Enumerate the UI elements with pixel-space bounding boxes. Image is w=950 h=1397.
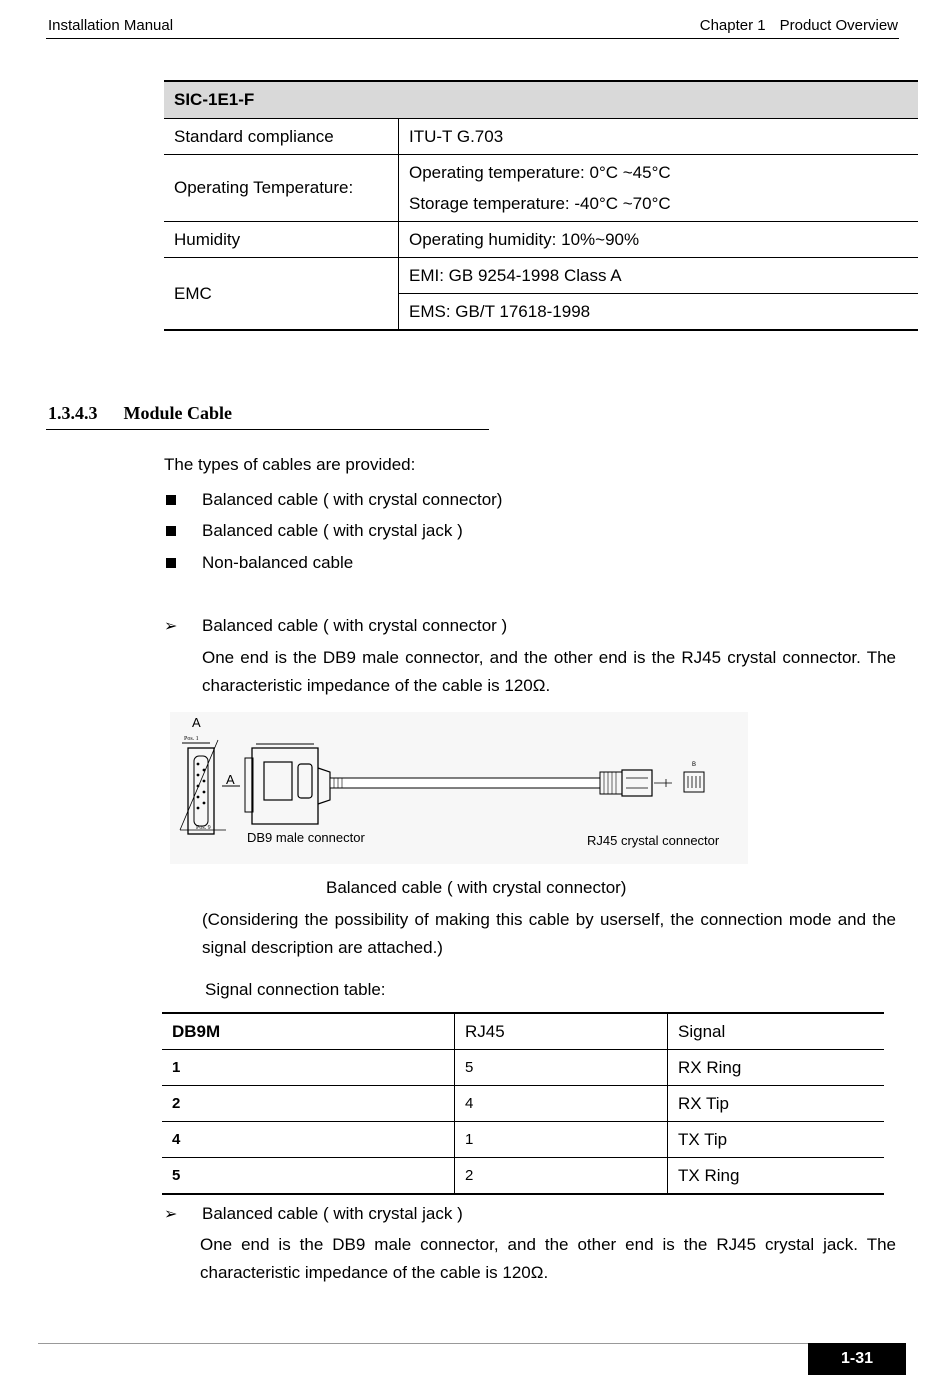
table-row <box>164 222 918 258</box>
column-header-signal: Signal <box>668 1013 885 1050</box>
section-rule <box>46 429 489 430</box>
spec-table <box>164 80 918 331</box>
item-description: One end is the DB9 male connector, and the other end is the RJ45 crystal jack. The characteristic impedance of the cable is 120Ω. <box>200 1235 896 1282</box>
signal-name: RX Tip <box>668 1086 885 1122</box>
section-number: 1.3.4.3 <box>48 403 98 423</box>
label-pos1: Pos. 1 <box>184 736 199 742</box>
db9m-pin: 1 <box>162 1050 455 1086</box>
spec-value-line: Storage temperature: -40°C ~70°C <box>409 194 671 213</box>
rj45-connector-label: RJ45 crystal connector <box>587 833 720 848</box>
construction-note: (Considering the possibility of making this cable by userself, the connection mode and the signal description are attached.) <box>202 910 896 957</box>
db9-connector-label: DB9 male connector <box>247 830 365 845</box>
signal-name: TX Tip <box>668 1122 885 1158</box>
table-row <box>162 1050 884 1086</box>
page-number: 1-31 <box>808 1343 906 1375</box>
signal-name: RX Ring <box>668 1050 885 1086</box>
signal-table-label: Signal connection table: <box>205 980 386 999</box>
bullet-item: Balanced cable ( with crystal jack ) <box>202 521 463 540</box>
bullet-item: Balanced cable ( with crystal connector) <box>202 490 503 509</box>
table-row <box>162 1086 884 1122</box>
label-pos9: Pos. 9 <box>196 825 211 831</box>
header-chapter <box>700 17 898 34</box>
header-chapter-title: Product Overview <box>779 17 898 34</box>
cable-diagram <box>170 712 748 864</box>
square-bullet-icon <box>166 495 176 505</box>
spec-label: EMC <box>164 258 399 331</box>
column-header-db9m: DB9M <box>162 1013 455 1050</box>
spec-value: ITU-T G.703 <box>399 119 919 155</box>
signal-connection-table <box>162 1012 884 1195</box>
table-row <box>162 1122 884 1158</box>
figure-caption: Balanced cable ( with crystal connector) <box>326 878 627 897</box>
arrow-bullet-icon: ➢ <box>164 618 178 635</box>
square-bullet-icon <box>166 526 176 536</box>
intro-text: The types of cables are provided: <box>164 455 416 474</box>
table-header-row <box>162 1013 884 1050</box>
header-rule <box>46 38 899 39</box>
item-heading: Balanced cable ( with crystal jack ) <box>202 1204 463 1223</box>
item-heading: Balanced cable ( with crystal connector ) <box>202 616 508 635</box>
db9m-pin: 5 <box>162 1158 455 1195</box>
db9m-pin: 2 <box>162 1086 455 1122</box>
label-a-side: A <box>226 772 235 787</box>
footer-rule <box>38 1343 906 1344</box>
item-description: One end is the DB9 male connector, and the other end is the RJ45 crystal connector. The characteristic impedance of the cable is 120Ω. <box>202 648 896 695</box>
column-header-rj45: RJ45 <box>455 1013 668 1050</box>
db9m-pin: 4 <box>162 1122 455 1158</box>
signal-name: TX Ring <box>668 1158 885 1195</box>
spec-table-header <box>164 81 918 119</box>
header-chapter-number: Chapter 1 <box>699 17 766 34</box>
table-row <box>164 155 918 222</box>
spec-value <box>399 155 919 222</box>
square-bullet-icon <box>166 558 176 568</box>
rj45-pin: 4 <box>455 1086 668 1122</box>
table-row <box>162 1158 884 1195</box>
bullet-item: Non-balanced cable <box>202 553 354 572</box>
spec-value: EMI: GB 9254-1998 Class A <box>399 258 919 294</box>
header-manual-title: Installation Manual <box>48 17 174 34</box>
label-a-top: A <box>192 715 201 730</box>
spec-value: Operating humidity: 10%~90% <box>399 222 919 258</box>
spec-table-title: SIC-1E1-F <box>164 81 918 119</box>
section-heading <box>48 403 232 424</box>
spec-value-line: Operating temperature: 0°C ~45°C <box>409 163 671 182</box>
label-b: B <box>692 762 697 768</box>
table-row <box>164 258 918 294</box>
spec-value: EMS: GB/T 17618-1998 <box>399 294 919 331</box>
spec-label: Standard compliance <box>164 119 399 155</box>
section-title: Module Cable <box>123 403 233 423</box>
table-row <box>164 119 918 155</box>
spec-label: Humidity <box>164 222 399 258</box>
rj45-pin: 1 <box>455 1122 668 1158</box>
arrow-bullet-icon: ➢ <box>164 1206 178 1223</box>
spec-label: Operating Temperature: <box>164 155 399 222</box>
rj45-pin: 5 <box>455 1050 668 1086</box>
rj45-pin: 2 <box>455 1158 668 1195</box>
